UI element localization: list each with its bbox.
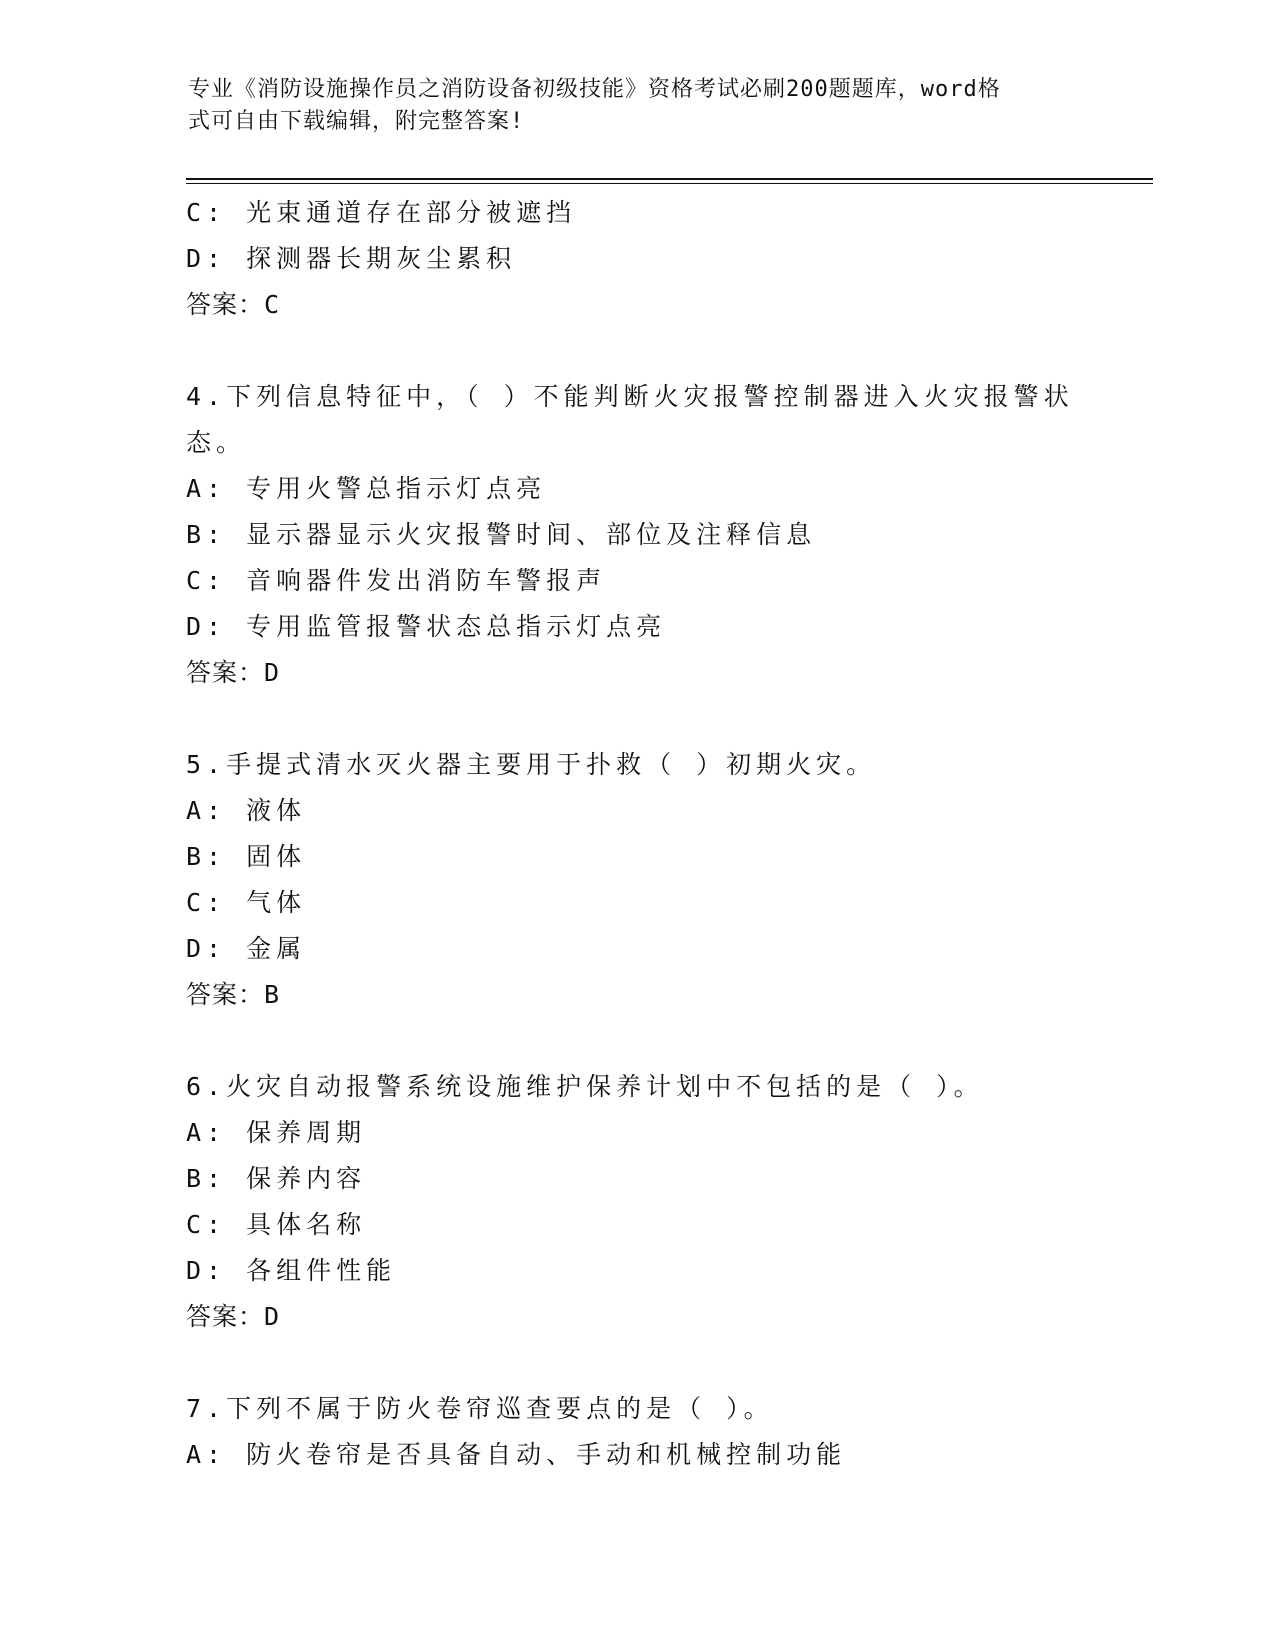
question-5 [186,742,1086,1018]
q6-answer: 答案：D [186,1302,281,1331]
q6-option-a: A: 保养周期 [186,1118,367,1147]
q3-option-c: C: 光束通道存在部分被遮挡 [186,198,577,227]
spacer [186,328,1086,374]
spacer [186,696,1086,742]
question-7 [186,1386,1086,1478]
spacer [186,1340,1086,1386]
q5-answer: 答案：B [186,980,281,1009]
header-line-2: 式可自由下载编辑，附完整答案! [188,109,525,134]
q6-option-d: D: 各组件性能 [186,1256,397,1285]
q5-stem: 5.手提式清水灭火器主要用于扑救（ ）初期火灾。 [186,750,877,779]
q4-stem-line-1: 4.下列信息特征中，（ ）不能判断火灾报警控制器进入火灾报警状 [186,382,1074,411]
header-divider-thick [186,178,1153,180]
spacer [186,1018,1086,1064]
header-line-1: 专业《消防设施操作员之消防设备初级技能》资格考试必刷200题题库，word格 [188,77,1001,102]
question-list [186,190,1086,1478]
q4-option-d: D: 专用监管报警状态总指示灯点亮 [186,612,667,641]
q4-option-a: A: 专用火警总指示灯点亮 [186,474,547,503]
q5-option-b: B: 固体 [186,842,307,871]
header-divider-thin [186,183,1153,184]
q3-option-d: D: 探测器长期灰尘累积 [186,244,517,273]
question-6 [186,1064,1086,1340]
question-4 [186,374,1086,696]
q7-stem: 7.下列不属于防火卷帘巡查要点的是（ ）。 [186,1394,774,1423]
q4-option-c: C: 音响器件发出消防车警报声 [186,566,607,595]
q5-option-d: D: 金属 [186,934,307,963]
q7-option-a: A: 防火卷帘是否具备自动、手动和机械控制功能 [186,1440,847,1469]
document-header [188,74,1068,138]
q4-stem-line-2: 态。 [186,428,247,457]
q6-option-b: B: 保养内容 [186,1164,367,1193]
q4-answer: 答案：D [186,658,281,687]
q4-option-b: B: 显示器显示火灾报警时间、部位及注释信息 [186,520,817,549]
q3-answer: 答案：C [186,290,281,319]
q5-option-c: C: 气体 [186,888,307,917]
q5-option-a: A: 液体 [186,796,307,825]
q6-stem: 6.火灾自动报警系统设施维护保养计划中不包括的是（ ）。 [186,1072,984,1101]
question-3-continued [186,190,1086,328]
q6-option-c: C: 具体名称 [186,1210,367,1239]
